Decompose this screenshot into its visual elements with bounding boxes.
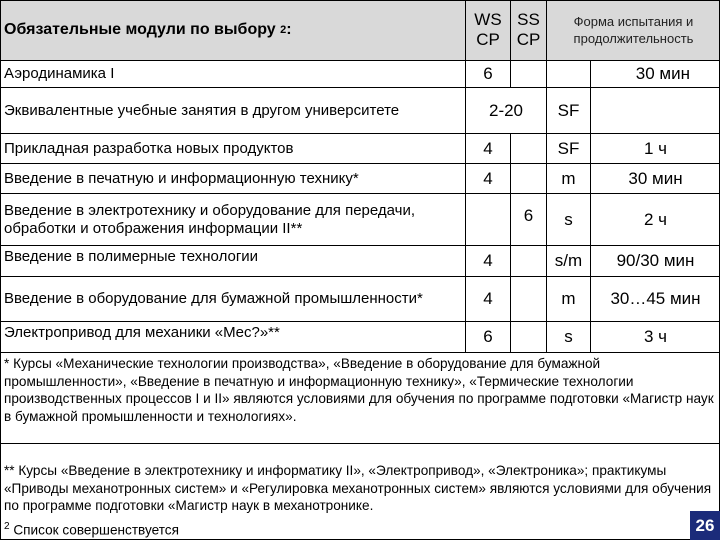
- module-name: Аэродинамика I: [4, 65, 115, 82]
- exam-form: s/m: [554, 251, 583, 270]
- page-footnote: [4, 521, 179, 538]
- exam-duration: 2 ч: [643, 209, 668, 229]
- ws-credits: 4: [483, 251, 493, 270]
- module-name: Эквивалентные учебные занятия в другом университете: [4, 101, 400, 119]
- exam-form: SF: [557, 138, 580, 158]
- header-footnote-mark: 2: [280, 24, 287, 36]
- module-name: Введение в печатную и информационную технику*: [4, 169, 359, 187]
- header-title: Обязательные модули по выбору: [4, 21, 276, 38]
- exam-form-column-header: [547, 0, 720, 60]
- exam-form: m: [561, 289, 576, 308]
- exam-form: SF: [557, 100, 580, 120]
- exam-form: s: [564, 209, 573, 229]
- exam-duration: 1 ч: [643, 138, 668, 158]
- footnote-text: Список совершенствуется: [13, 522, 179, 538]
- exam-duration: 30…45 мин: [610, 289, 701, 308]
- form-header-line1: Форма испытания и: [573, 14, 694, 29]
- footnote-mark: 2: [4, 521, 10, 532]
- ws-credits: 6: [483, 64, 493, 83]
- module-name: Прикладная разработка новых продуктов: [4, 139, 294, 157]
- module-name: Введение в электротехнику и оборудование для передачи, обработки и отображения информации II**: [4, 201, 416, 237]
- page-number-badge: 26: [690, 511, 720, 540]
- exam-duration: 30 мин: [635, 64, 690, 83]
- footnote-double-star: ** Курсы «Введение в электротехнику и информатику II», «Электропривод», «Электроника»; практикумы «Приводы механотронных систем» и «Регулировка механотронных систем» являются условиями для обучения по программе подготовки «Магистр наук в механотронике.: [4, 463, 712, 513]
- exam-form: s: [564, 327, 573, 346]
- ws-credits: 6: [483, 327, 493, 346]
- module-column-header: Обязательные модули по выбору 2 :: [4, 21, 292, 38]
- ws-header-line1: WS: [474, 10, 502, 29]
- exam-duration: 30 мин: [628, 168, 683, 188]
- exam-duration: 3 ч: [643, 327, 668, 346]
- ws-header-line2: CP: [476, 30, 500, 49]
- ws-credits: 4: [483, 138, 493, 158]
- exam-form: m: [561, 168, 576, 188]
- credits-range: 2-20: [488, 100, 524, 120]
- footnote-single-star: * Курсы «Механические технологии производства», «Введение в оборудование для бумажной промышленности», «Введение в печатную и информационную технику», «Термические технологии производственных процессов I и II» являются условиями для обучения по программе подготовки «Магистр наук в бумажной промышленности и технологиях».: [4, 356, 714, 424]
- ws-cp-column-header: [466, 0, 510, 60]
- ws-credits: 4: [483, 289, 493, 308]
- module-name: Введение в полимерные технологии: [4, 248, 259, 265]
- ss-header-line1: SS: [517, 10, 540, 29]
- ss-cp-column-header: [511, 0, 546, 60]
- module-name: Введение в оборудование для бумажной промышленности*: [4, 290, 423, 307]
- form-header-line2: продолжительность: [573, 31, 694, 46]
- module-name: Электропривод для механики «Mec?»**: [4, 324, 280, 341]
- exam-duration: 90/30 мин: [616, 251, 695, 270]
- ss-credits: 6: [523, 206, 534, 225]
- ws-credits: 4: [483, 168, 493, 188]
- ss-header-line2: CP: [516, 30, 541, 49]
